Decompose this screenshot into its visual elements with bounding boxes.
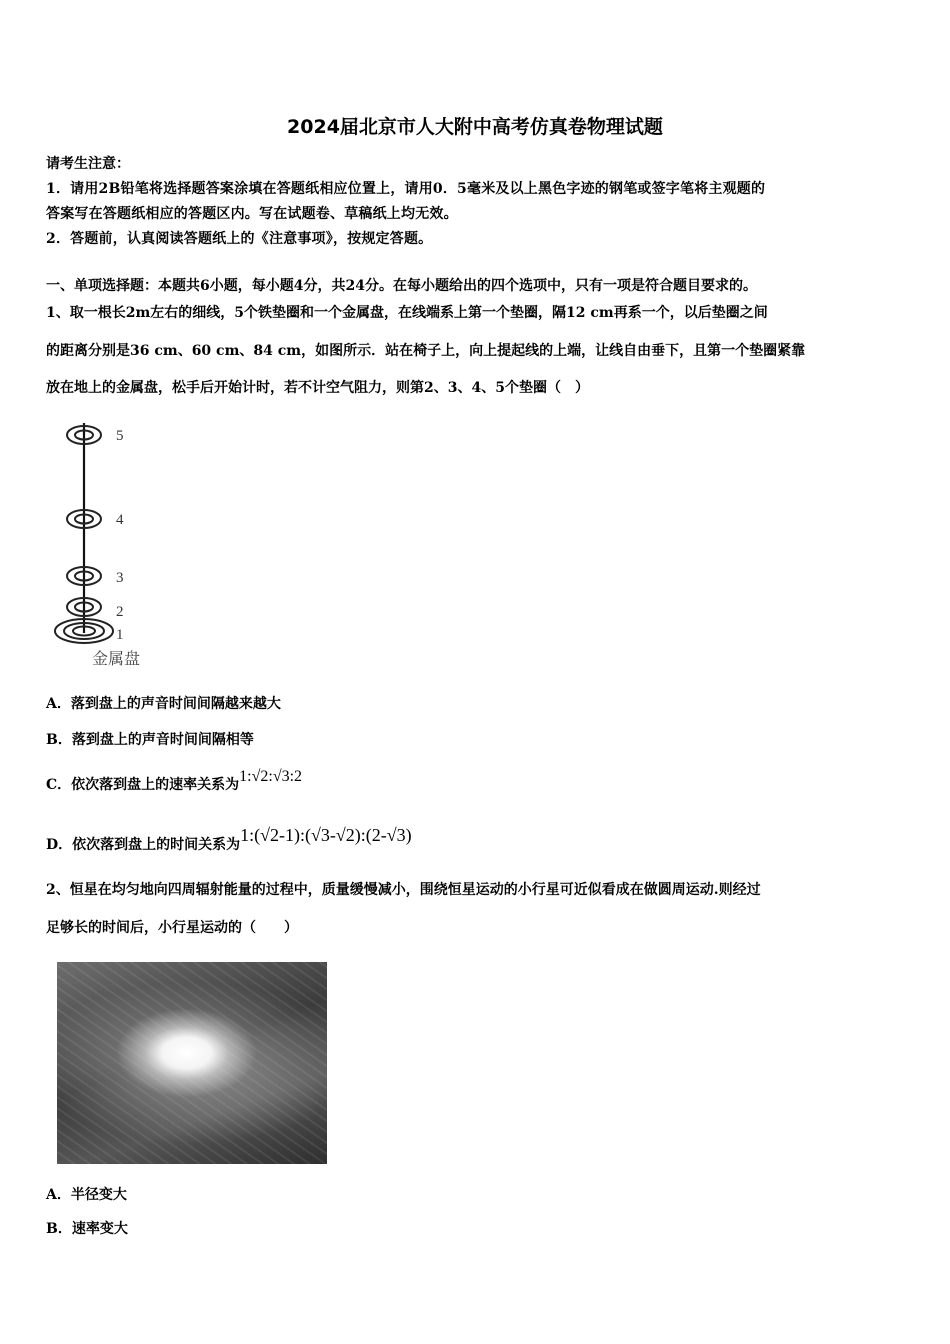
- q1-stem-line-2: 的距离分别是36 cm、60 cm、84 cm，如图所示．站在椅子上，向上提起线的上端，让线自由垂下，且第一个垫圈紧靠: [46, 343, 806, 359]
- star-radiation-photo: [57, 962, 327, 1164]
- washer-label-1: 1: [116, 627, 124, 643]
- q2-stem-line-2: 足够长的时间后，小行星运动的（ ）: [46, 920, 298, 936]
- q1-stem-line-1: 1、取一根长2m左右的细线，5个铁垫圈和一个金属盘，在线端系上第一个垫圈，隔12 cm再系一个，以后垫圈之间: [46, 305, 768, 321]
- washer-label-3: 3: [116, 570, 124, 586]
- q1-option-c: [46, 768, 303, 794]
- q1-option-b: B．落到盘上的声音时间间隔相等: [46, 732, 254, 748]
- q1-option-d-math: 1:(√2-1):(√3-√2):(2-√3): [240, 825, 412, 845]
- plate-label: 金属盘: [92, 649, 141, 668]
- document-title: 2024届北京市人大附中高考仿真卷物理试题: [287, 116, 663, 138]
- notice-line-2: 答案写在答题纸相应的答题区内。写在试题卷、草稿纸上均无效。: [46, 206, 458, 222]
- section-header: 一、单项选择题：本题共6小题，每小题4分，共24分。在每小题给出的四个选项中，只有一项是符合题目要求的。: [46, 278, 757, 294]
- q2-option-b: B．速率变大: [46, 1221, 128, 1237]
- washer-label-2: 2: [116, 604, 124, 620]
- q2-option-a: A．半径变大: [46, 1187, 127, 1203]
- washer-string-figure: [48, 415, 168, 675]
- q1-stem-line-3: 放在地上的金属盘，松手后开始计时，若不计空气阻力，则第2、3、4、5个垫圈（ ）: [46, 380, 589, 396]
- washer-label-4: 4: [116, 512, 124, 528]
- washer-label-5: 5: [116, 428, 124, 444]
- q2-stem-line-1: 2、恒星在均匀地向四周辐射能量的过程中，质量缓慢减小，围绕恒星运动的小行星可近似看成在做圆周运动.则经过: [46, 882, 761, 898]
- notice-line-1: 1．请用2B铅笔将选择题答案涂填在答题纸相应位置上，请用0．5毫米及以上黑色字迹的钢笔或签字笔将主观题的: [46, 181, 766, 197]
- q1-option-d: [46, 825, 412, 854]
- notice-heading: 请考生注意：: [46, 156, 130, 172]
- q1-option-c-text: C．依次落到盘上的速率关系为: [46, 777, 240, 793]
- q1-option-c-math: 1:√2:√3:2: [239, 768, 303, 785]
- q1-option-a: A．落到盘上的声音时间间隔越来越大: [46, 696, 281, 712]
- q1-option-d-text: D．依次落到盘上的时间关系为: [46, 837, 241, 853]
- notice-line-3: 2．答题前，认真阅读答题纸上的《注意事项》，按规定答题。: [46, 231, 433, 247]
